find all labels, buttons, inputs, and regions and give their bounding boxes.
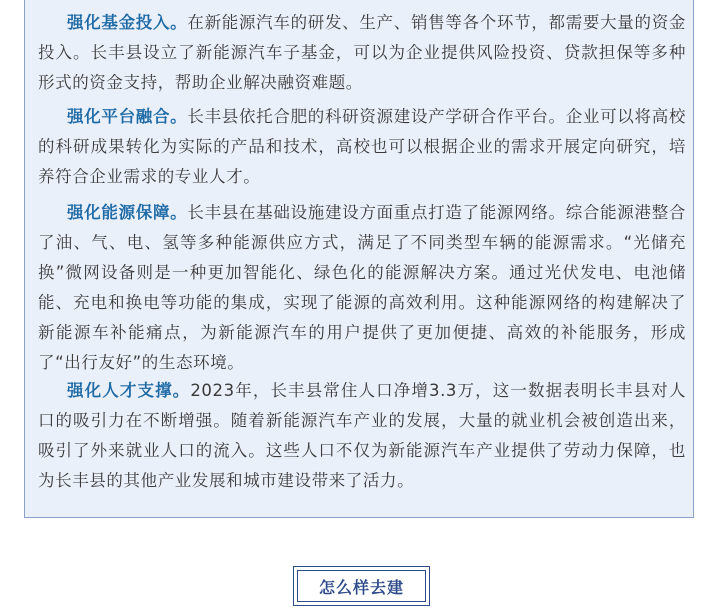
paragraph-lead: 强化基金投入。 xyxy=(67,13,188,32)
paragraph-energy-support xyxy=(38,198,686,378)
paragraph-lead: 强化人才支撑。 xyxy=(67,381,191,400)
paragraph-fund-investment xyxy=(38,8,686,98)
paragraph-text: 长丰县依托合肥的科研资源建设产学研合作平台。企业可以将高校的科研成果转化为实际的产品和技术，高校也可以根据企业的需求开展定向研究，培养符合企业需求的专业人才。 xyxy=(38,107,687,186)
paragraph-text: 2023年，长丰县常住人口净增3.3万，这一数据表明长丰县对人口的吸引力在不断增强。随着新能源汽车产业的发展，大量的就业机会被创造出来，吸引了外来就业人口的流入。这些人口不仅为新能源汽车产业提供了劳动力保障，也为长丰县的其他产业发展和城市建设带来了活力。 xyxy=(38,381,686,490)
paragraph-lead: 强化能源保障。 xyxy=(67,203,188,222)
paragraph-text: 长丰县在基础设施建设方面重点打造了能源网络。综合能源港整合了油、气、电、氢等多种能源供应方式，满足了不同类型车辆的能源需求。“光储充换”微网设备则是一种更加智能化、绿色化的能源解决方案。通过光伏发电、电池储能、充电和换电等功能的集成，实现了能源的高效利用。这种能源网络的构建解决了新能源车补能痛点，为新能源汽车的用户提供了更加便捷、高效的补能服务，形成了“出行友好”的生态环境。 xyxy=(38,203,687,372)
paragraph-talent-support xyxy=(38,376,686,496)
paragraph-lead: 强化平台融合。 xyxy=(67,107,188,126)
section-heading-label: 怎么样去建 xyxy=(297,570,426,602)
paragraph-text: 在新能源汽车的研发、生产、销售等各个环节，都需要大量的资金投入。长丰县设立了新能源汽车子基金，可以为企业提供风险投资、贷款担保等多种形式的资金支持，帮助企业解决融资难题。 xyxy=(38,13,687,92)
paragraph-platform-integration xyxy=(38,102,686,192)
section-heading-button[interactable] xyxy=(293,566,430,606)
